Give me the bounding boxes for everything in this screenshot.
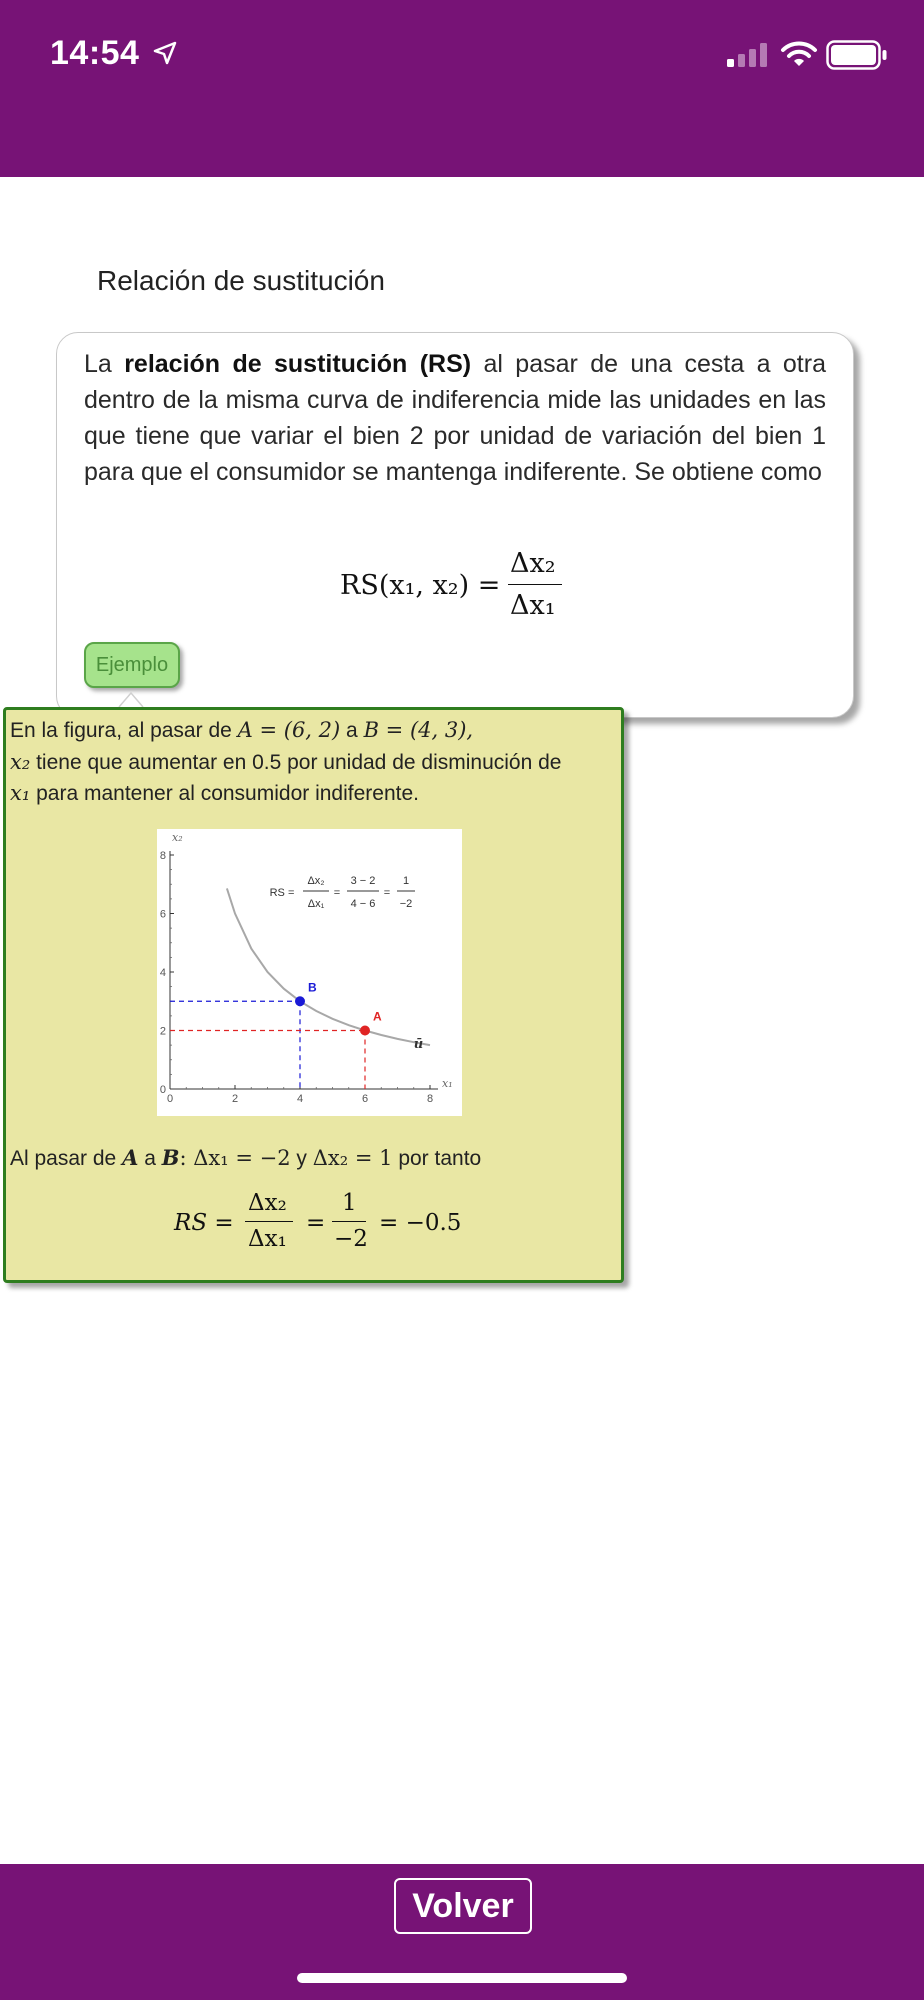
var-x2: x₂ (10, 750, 31, 774)
curve-label: ū (413, 1037, 424, 1053)
definition-pre: La (84, 350, 125, 378)
point-label-A: A (373, 1009, 382, 1024)
y-tick-label: 2 (159, 1025, 166, 1038)
y-tick-label: 0 (159, 1084, 166, 1096)
example-text: por tanto (392, 1147, 482, 1170)
definition-post: al pasar de una cesta a otra dentro de la misma curva de indiferencia mide las unidades en las que tiene que variar el bien 2 por unidad de variación del bien 1 para que el consumidor se mantenga indiferente. Se obtiene como (84, 350, 826, 486)
status-time: 14:54 (50, 34, 140, 72)
result-formula (174, 1190, 474, 1260)
annotation-num3: 1 (402, 875, 410, 887)
x-tick-label: 6 (361, 1093, 369, 1105)
result-num1: Δx₂ (248, 1190, 287, 1216)
annotation-lhs: RS = (269, 887, 295, 899)
rs-formula-denominator: Δx₁ (510, 590, 556, 621)
point-b-coords: B = (4, 3), (363, 718, 474, 742)
result-rhs: = −0.5 (379, 1210, 462, 1236)
example-text: a (138, 1147, 162, 1170)
example-text: Al pasar de (10, 1147, 123, 1170)
x-tick-label: 0 (166, 1093, 174, 1105)
definition-term: relación de sustitución (RS) (124, 350, 472, 378)
result-num2: 1 (342, 1190, 357, 1216)
x-tick-label: 8 (426, 1093, 434, 1105)
y-tick-label: 8 (159, 850, 166, 862)
result-bar2 (332, 1221, 366, 1222)
x-tick-label: 2 (231, 1093, 239, 1105)
var-x1: x₁ (10, 781, 31, 805)
result-lhs: RS = (174, 1210, 234, 1236)
rs-formula-bar (508, 584, 562, 585)
rs-formula-lhs: RS(x₁, x₂) = (340, 570, 501, 601)
y-tick-label: 6 (159, 908, 166, 921)
wifi-icon (780, 40, 818, 68)
annotation-den3: −2 (399, 898, 413, 910)
example-text: para mantener al consumidor indiferente. (30, 782, 419, 805)
status-bar (0, 0, 924, 177)
example-text: a (340, 719, 364, 742)
annotation-eq1: = (333, 887, 341, 899)
battery-icon (826, 40, 888, 70)
rs-formula-numerator: Δx₂ (510, 548, 556, 579)
x-axis-label: x₁ (442, 1077, 453, 1090)
y-tick-label: 4 (159, 967, 166, 979)
location-arrow-icon (152, 40, 178, 66)
point-label-B: B (308, 980, 317, 995)
example-text: y (290, 1147, 313, 1170)
example-text: tiene que aumentar en 0.5 por unidad de disminución de (30, 751, 562, 774)
example-text: En la figura, al pasar de (10, 719, 238, 742)
point-a-coords: A = (6, 2) (237, 718, 341, 742)
annotation-num2: 3 − 2 (350, 875, 376, 887)
annotation-eq2: = (383, 887, 391, 899)
chart-svg (157, 829, 462, 1116)
example-line-4 (10, 1145, 481, 1171)
home-indicator (297, 1973, 627, 1983)
x-tick-label: 4 (296, 1093, 304, 1105)
indifference-curve-chart (157, 829, 462, 1116)
delta-x2: Δx₂ = 1 (312, 1146, 393, 1170)
example-line-2 (10, 750, 561, 775)
annotation-num1: Δx₂ (307, 875, 325, 887)
page-title: Relación de sustitución (97, 265, 385, 296)
result-den2: −2 (334, 1226, 368, 1252)
annotation-den1: Δx₁ (307, 898, 325, 910)
y-axis-label: x₂ (172, 831, 183, 844)
point-A (360, 1026, 370, 1036)
cell-signal-icon (726, 42, 770, 68)
point-B (295, 996, 305, 1006)
delta-x1: : Δx₁ = −2 (179, 1146, 291, 1170)
ejemplo-button[interactable]: Ejemplo (84, 642, 180, 688)
back-button[interactable]: Volver (394, 1878, 532, 1934)
result-bar1 (245, 1221, 293, 1222)
popover-pointer-icon (118, 690, 144, 708)
example-line-3 (10, 781, 419, 806)
definition-text (84, 346, 826, 490)
result-eq: = (306, 1210, 326, 1236)
annotation-den2: 4 − 6 (350, 898, 376, 910)
example-line-1 (10, 718, 473, 743)
result-den1: Δx₁ (248, 1226, 287, 1252)
label-b: B (161, 1145, 180, 1170)
label-a: A (122, 1145, 139, 1170)
indifference-curve (227, 888, 430, 1045)
